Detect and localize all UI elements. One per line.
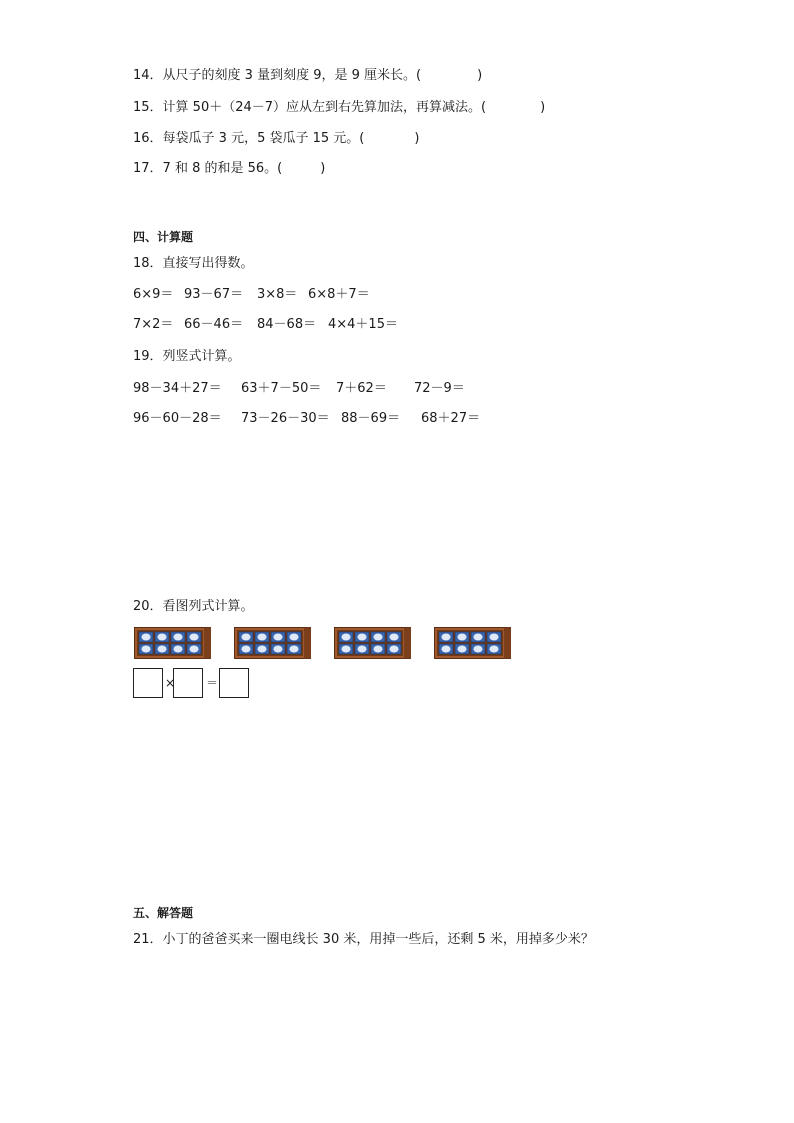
section-title-calculation: 四、计算题 xyxy=(133,230,194,244)
question-16: 16．每袋瓜子 3 元，5 袋瓜子 15 元。( ) xyxy=(133,131,420,146)
q18-expr: 7×2＝ xyxy=(133,317,174,332)
equals-sign: ＝ xyxy=(206,676,219,690)
q19-expr: 7＋62＝ xyxy=(336,381,387,396)
times-sign: × xyxy=(165,676,176,690)
answer-box-product[interactable] xyxy=(219,668,249,698)
q18-expr: 6×9＝ xyxy=(133,287,174,302)
q18-expr: 84－68＝ xyxy=(257,317,317,332)
question-21: 21．小丁的爸爸买来一圈电线长 30 米，用掉一些后，还剩 5 米，用掉多少米？ xyxy=(133,932,594,947)
q18-expr: 4×4＋15＝ xyxy=(328,317,398,332)
section-title-word-problems: 五、解答题 xyxy=(133,906,194,920)
q19-expr: 96－60－28＝ xyxy=(133,411,222,426)
q19-expr: 98－34＋27＝ xyxy=(133,381,222,396)
cup-rack-icon xyxy=(435,628,512,659)
question-18-label: 18．直接写出得数。 xyxy=(133,256,254,271)
q18-expr: 66－46＝ xyxy=(184,317,244,332)
q19-expr: 73－26－30＝ xyxy=(241,411,330,426)
q18-expr: 93－67＝ xyxy=(184,287,244,302)
cup-rack-image xyxy=(334,627,412,659)
cup-rack-image xyxy=(434,627,512,659)
q18-expr: 6×8＋7＝ xyxy=(308,287,370,302)
question-20-label: 20．看图列式计算。 xyxy=(133,599,254,614)
answer-box-factor-2[interactable] xyxy=(173,668,203,698)
question-15: 15．计算 50＋（24－7）应从左到右先算加法，再算减法。( ) xyxy=(133,100,546,115)
answer-box-factor-1[interactable] xyxy=(133,668,163,698)
q19-expr: 68＋27＝ xyxy=(421,411,481,426)
q19-expr: 72－9＝ xyxy=(414,381,465,396)
q19-expr: 88－69＝ xyxy=(341,411,401,426)
question-19-label: 19．列竖式计算。 xyxy=(133,349,241,364)
question-14: 14．从尺子的刻度 3 量到刻度 9，是 9 厘米长。( ) xyxy=(133,68,483,83)
cup-rack-icon xyxy=(335,628,412,659)
q19-expr: 63＋7－50＝ xyxy=(241,381,322,396)
cup-rack-image xyxy=(134,627,212,659)
cup-rack-icon xyxy=(235,628,312,659)
cup-rack-image xyxy=(234,627,312,659)
cup-rack-icon xyxy=(135,628,212,659)
question-17: 17．7 和 8 的和是 56。( ) xyxy=(133,161,326,176)
q18-expr: 3×8＝ xyxy=(257,287,298,302)
